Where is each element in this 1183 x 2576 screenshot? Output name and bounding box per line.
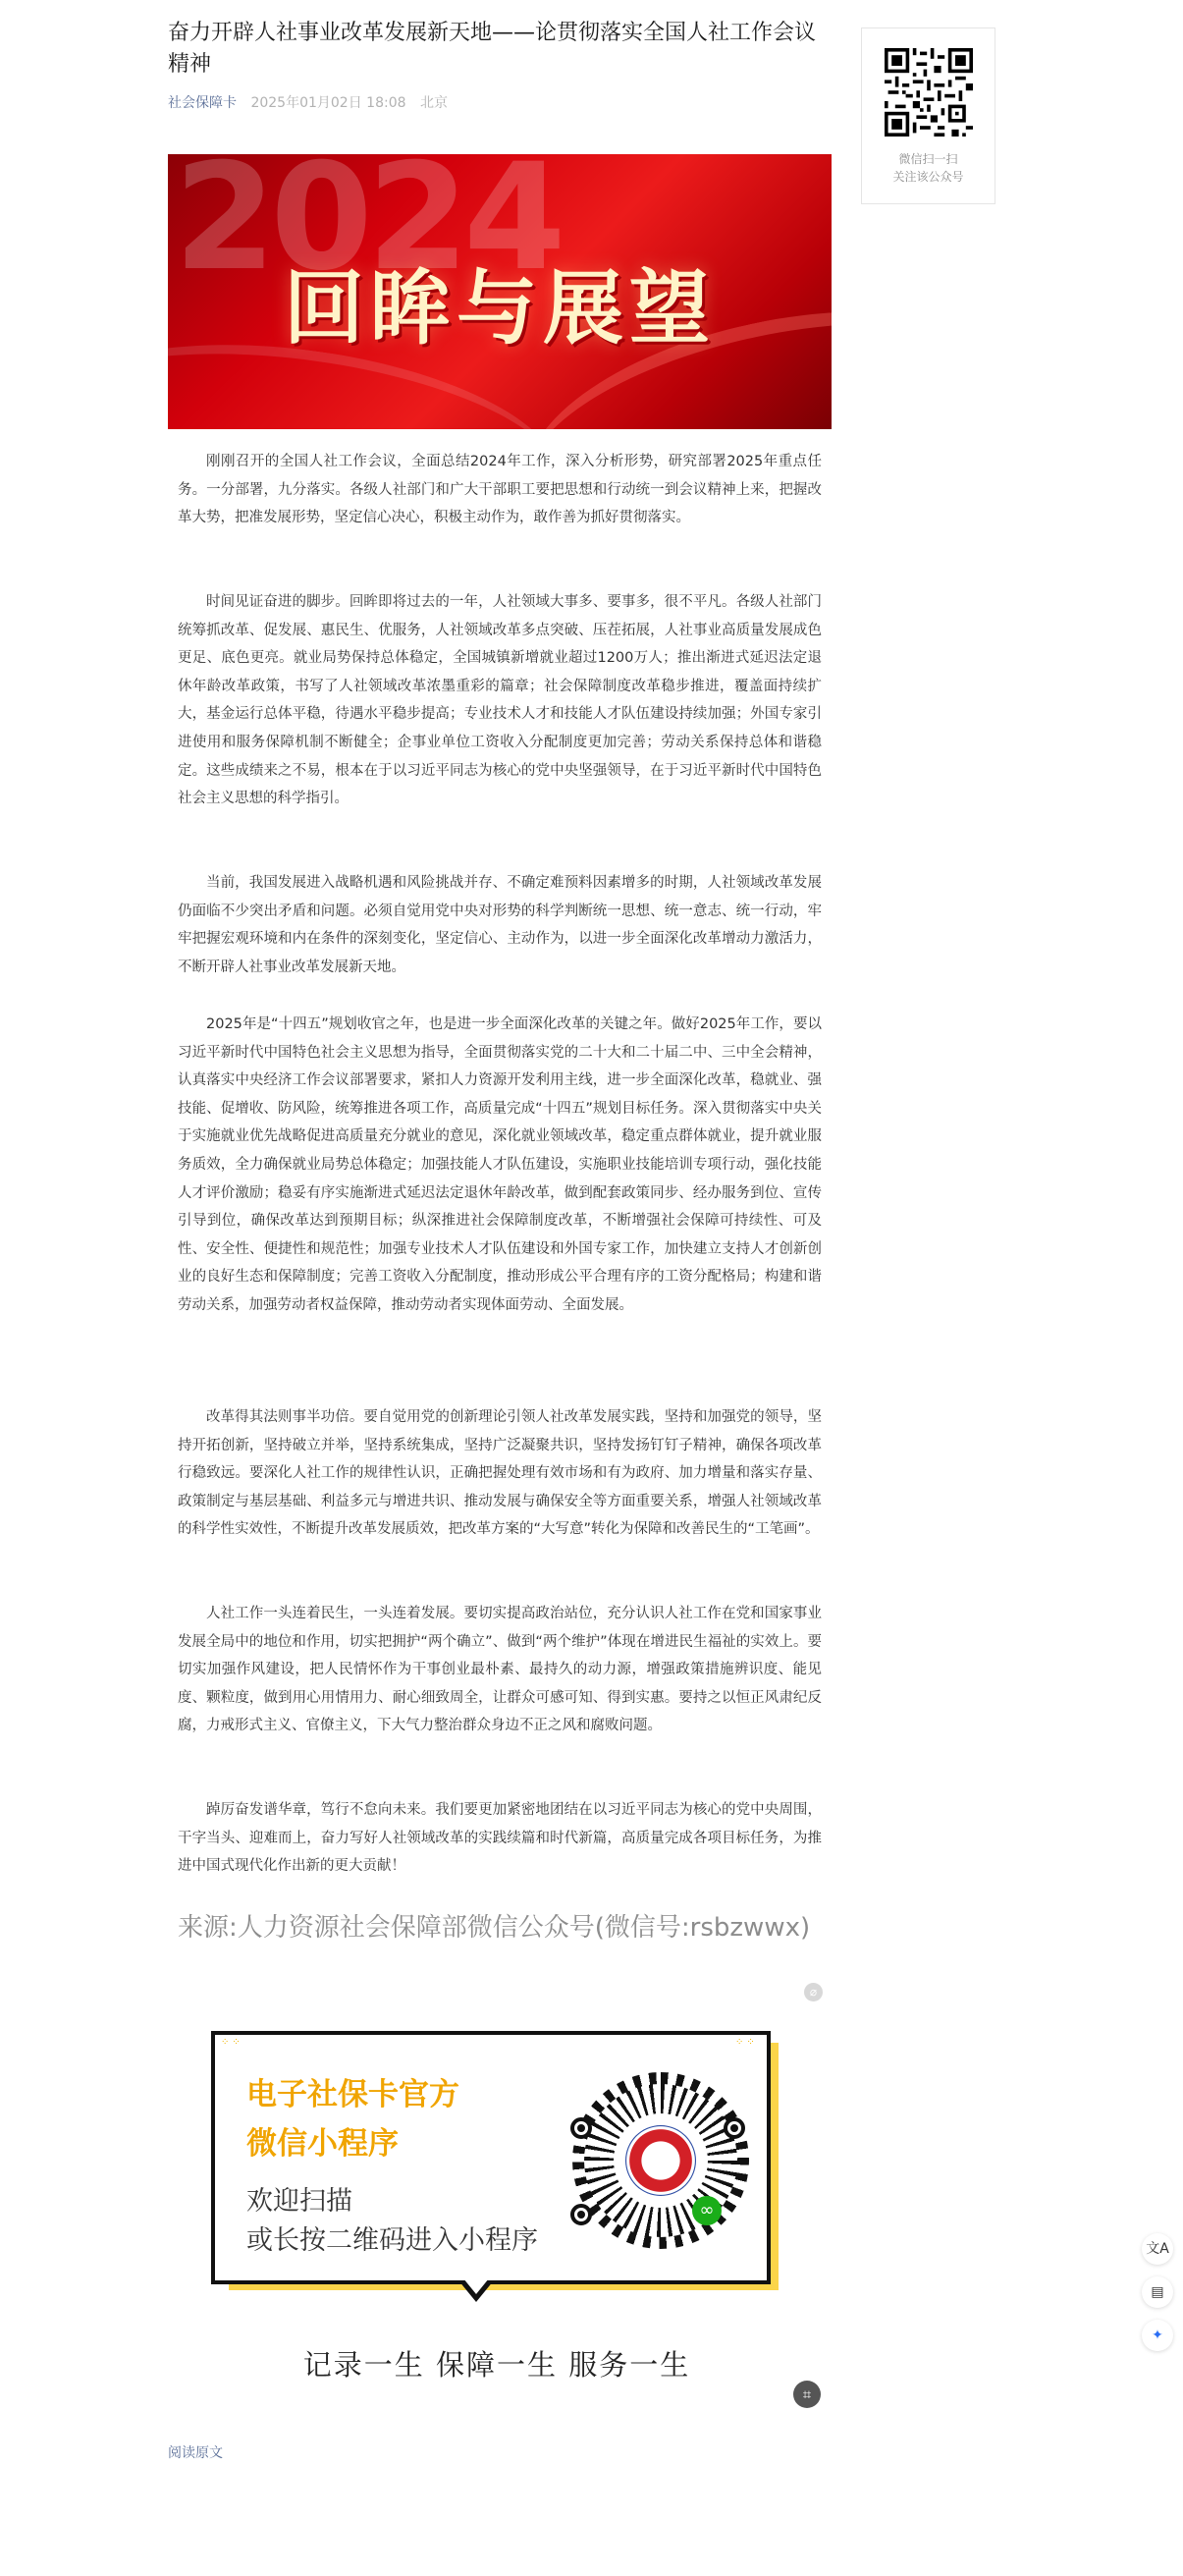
reader-icon[interactable]: ▤	[1142, 2276, 1173, 2308]
image-link-icon[interactable]: ⌀	[804, 1983, 823, 2001]
qr-caption-line: 微信扫一扫	[898, 152, 958, 166]
qr-caption	[862, 150, 995, 186]
article-paragraph: 当前，我国发展进入战略机遇和风险挑战并存、不确定难预料因素增多的时期，人社领域改革发展仍面临不少突出矛盾和问题。必须自觉用党中央对形势的科学判断统一思想、统一意志、统一行动，牢牢把握宏观环境和内在条件的深刻变化，坚定信心、主动作为，以进一步全面深化改革增动力激活力，不断开辟人社事业改革发展新天地。	[178, 875, 822, 975]
promo-subtext	[246, 2182, 538, 2261]
promo-sub-line: 或长按二维码进入小程序	[246, 2225, 538, 2256]
promo-heading	[246, 2070, 459, 2168]
article-paragraph: 踔厉奋发谱华章，笃行不怠向未来。我们要更加紧密地团结在以习近平同志为核心的党中央周围，干字当头、迎难而上，奋力写好人社领域改革的实践续篇和时代新篇，高质量完成各项目标任务，为推进中国式现代化作出新的更大贡献！	[178, 1802, 822, 1875]
account-name-link[interactable]: 社会保障卡	[168, 95, 237, 111]
translate-icon[interactable]: 文A	[1142, 2233, 1173, 2265]
source-line: 来源:人力资源社会保障部微信公众号(微信号:rsbzwwx)	[178, 1913, 811, 1943]
speech-tail-inner	[463, 2278, 489, 2294]
article-title: 奋力开辟人社事业改革发展新天地——论贯彻落实全国人社工作会议精神	[168, 21, 817, 77]
mini-program-icon: ∞	[692, 2196, 722, 2225]
qr-code-icon	[885, 48, 973, 137]
code-finder-icon	[570, 2204, 592, 2225]
article-paragraph: 人社工作一头连着民生，一头连着发展。要切实提高政治站位，充分认识人社工作在党和国家事业发展全局中的地位和作用，切实把拥护“两个确立”、做到“两个维护”体现在增进民生福祉的实效上。要切实加强作风建设，把人民情怀作为干事创业最朴素、最持久的动力源，增强政策措施辨识度、能见度、颗粒度，做到用心用情用力、耐心细致周全，让群众可感可知、得到实惠。要持之以恒正风肃纪反腐，力戒形式主义、官僚主义，下大气力整治群众身边不正之风和腐败问题。	[178, 1606, 822, 1734]
promo-sub-line: 欢迎扫描	[246, 2186, 352, 2217]
qr-caption-line: 关注该公众号	[892, 170, 964, 184]
article-paragraph: 时间见证奋进的脚步。回眸即将过去的一年，人社领域大事多、要事多，很不平凡。各级人社部门统筹抓改革、促发展、惠民生、优服务，人社领域改革多点突破、压茬拓展，人社事业高质量发展成色更足、底色更亮。就业局势保持总体稳定，全国城镇新增就业超过1200万人；推出渐进式延迟法定退休年龄改革政策，书写了人社领域改革浓墨重彩的篇章；社会保障制度改革稳步推进，覆盖面持续扩大，基金运行总体平稳，待遇水平稳步提高；专业技术人才和技能人才队伍建设持续加强；外国专家引进使用和服务保障机制不断健全；企事业单位工资收入分配制度更加完善；劳动关系保持总体和谐稳定。这些成绩来之不易，根本在于以习近平同志为核心的党中央坚强领导，在于习近平新时代中国特色社会主义思想的科学指引。	[178, 594, 822, 807]
dots-decoration: ⁘⁘	[735, 2037, 758, 2048]
ai-assistant-icon[interactable]: ✦	[1142, 2320, 1173, 2351]
banner-year: 2024	[174, 154, 561, 303]
dots-decoration: ⁘⁘	[221, 2037, 243, 2048]
article-paragraph: 改革得其法则事半功倍。要自觉用党的创新理论引领人社改革发展实践，坚持和加强党的领导，坚持开拓创新，坚持破立并举，坚持系统集成，坚持广泛凝聚共识，坚持发扬钉钉子精神，确保各项改革行稳致远。要深化人社工作的规律性认识，正确把握处理有效市场和有为政府、加力增量和落实存量、政策制定与基层基础、利益多元与增进共识、推动发展与确保安全等方面重要关系，增强人社领域改革的科学性实效性，不断提升改革发展质效，把改革方案的“大写意”转化为保障和改善民生的“工笔画”。	[178, 1409, 822, 1538]
image-menu-icon[interactable]: ⌗	[793, 2381, 821, 2408]
qr-code-panel	[861, 27, 995, 204]
promo-heading-line: 电子社保卡官方	[246, 2077, 459, 2112]
publish-time: 2025年01月02日 18:08	[250, 95, 406, 111]
banner-image	[168, 154, 832, 429]
article-meta	[168, 92, 448, 112]
promo-slogan: 记录一生 保障一生 服务一生	[302, 2348, 691, 2382]
promo-image	[211, 2031, 782, 2382]
social-security-card-logo-icon	[625, 2125, 696, 2196]
article-paragraph: 2025年是“十四五”规划收官之年，也是进一步全面深化改革的关键之年。做好2025年工作，要以习近平新时代中国特色社会主义思想为指导，全面贯彻落实党的二十大和二十届二中、三中全会精神，认真落实中央经济工作会议部署要求，紧扣人力资源开发利用主线，进一步全面深化改革，稳就业、强技能、促增收、防风险，统筹推进各项工作，高质量完成“十四五”规划目标任务。深入贯彻落实中央关于实施就业优先战略促进高质量充分就业的意见，深化就业领域改革，稳定重点群体就业，提升就业服务质效，全力确保就业局势总体稳定；加强技能人才队伍建设，实施职业技能培训专项行动，强化技能人才评价激励；稳妥有序实施渐进式延迟法定退休年龄改革，做到配套政策同步、经办服务到位、宣传引导到位，确保改革达到预期目标；纵深推进社会保障制度改革，不断增强社会保障可持续性、可及性、安全性、便捷性和规范性；加强专业技术人才队伍建设和外国专家工作，加快建立支持人才创新创业的良好生态和保障制度；完善工资收入分配制度，推动形成公平合理有序的工资分配格局；构建和谐劳动关系，加强劳动者权益保障，推动劳动者实现体面劳动、全面发展。	[178, 1016, 822, 1313]
code-finder-icon	[570, 2117, 592, 2139]
read-original-link[interactable]: 阅读原文	[168, 2445, 223, 2461]
code-finder-icon	[724, 2117, 745, 2139]
banner-heading: 回眸与展望	[283, 262, 716, 356]
promo-heading-line: 微信小程序	[246, 2126, 399, 2162]
publish-location: 北京	[419, 95, 448, 111]
article-paragraph: 刚刚召开的全国人社工作会议，全面总结2024年工作，深入分析形势，研究部署2025年重点任务。一分部署，九分落实。各级人社部门和广大干部职工要把思想和行动统一到会议精神上来，把握改革大势，把准发展形势，坚定信心决心，积极主动作为，敢作善为抓好贯彻落实。	[178, 454, 822, 526]
